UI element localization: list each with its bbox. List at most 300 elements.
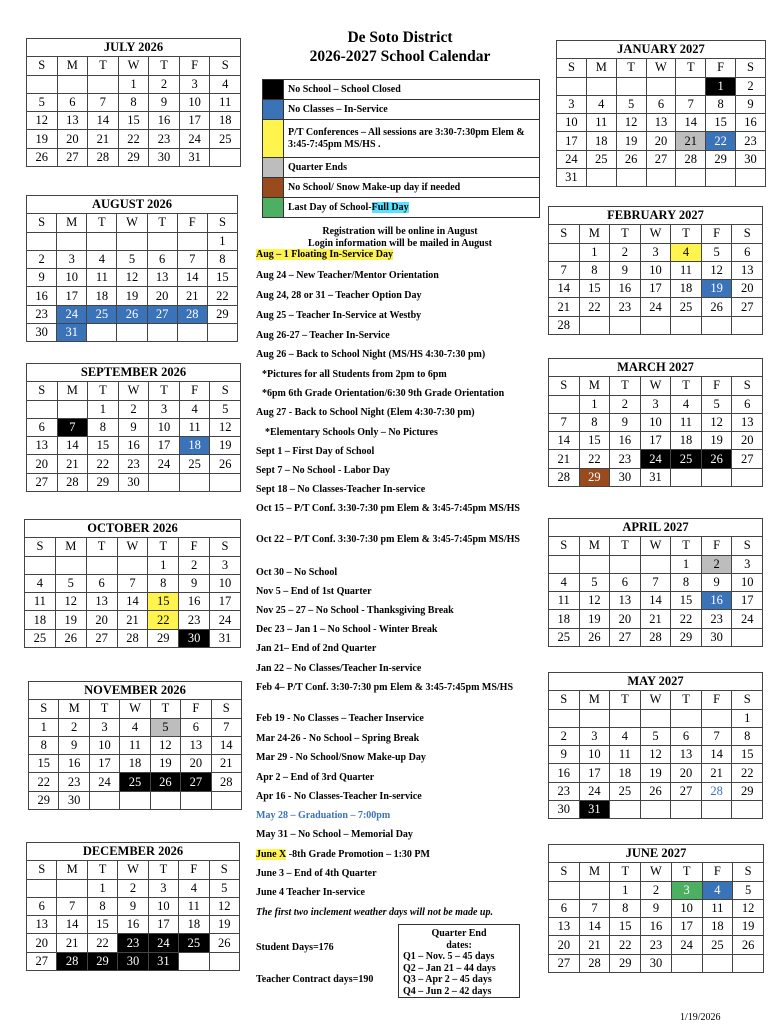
day-cell: 8 [148, 574, 179, 592]
day-cell: 3 [210, 556, 241, 574]
day-cell: 7 [117, 574, 148, 592]
day-cell [732, 468, 763, 486]
day-cell: 26 [150, 773, 180, 791]
day-cell: 2 [610, 395, 641, 413]
day-cell: 4 [610, 727, 641, 745]
weekday-header: S [549, 225, 580, 243]
day-cell: 21 [57, 934, 87, 952]
day-cell: 20 [57, 130, 88, 148]
event-item: *6pm 6th Grade Orientation/6:30 9th Grade Orientation [262, 388, 505, 399]
day-cell: 7 [549, 261, 580, 279]
weekday-header: T [610, 863, 641, 881]
day-cell: 12 [209, 897, 239, 915]
day-cell [27, 879, 57, 897]
day-cell: 8 [579, 413, 610, 431]
day-cell: 13 [27, 916, 57, 934]
day-cell: 13 [86, 593, 117, 611]
event-item: Jan 22 – No Classes/Teacher In-service [256, 663, 422, 674]
day-cell [557, 77, 587, 95]
day-cell: 24 [579, 782, 610, 800]
day-cell: 18 [549, 610, 580, 628]
day-cell: 21 [117, 611, 148, 629]
day-cell: 11 [671, 261, 702, 279]
day-cell: 24 [57, 305, 87, 323]
day-cell: 30 [701, 628, 732, 646]
month-sep-2026 [26, 363, 241, 492]
day-cell: 27 [57, 148, 88, 166]
weekday-header: S [210, 538, 241, 556]
day-cell: 18 [120, 755, 150, 773]
day-cell [579, 555, 610, 573]
day-cell: 1 [207, 232, 237, 250]
day-cell: 27 [549, 954, 580, 972]
day-cell: 6 [732, 395, 763, 413]
weekday-header: S [27, 382, 58, 400]
month-dec-2026 [26, 842, 240, 971]
day-cell [57, 400, 88, 418]
day-cell [640, 801, 671, 819]
day-cell: 24 [89, 773, 119, 791]
day-cell: 12 [27, 112, 58, 130]
weekday-header: W [640, 691, 671, 709]
weekday-header: S [549, 537, 580, 555]
day-cell: 3 [179, 75, 210, 93]
event-item: June X -8th Grade Promotion – 1:30 PM [256, 849, 430, 860]
day-cell: 11 [179, 897, 209, 915]
event-item: Feb 4– P/T Conf. 3:30-7:30 pm Elem & 3:45-7:45pm MS/HS [256, 682, 514, 693]
day-cell [117, 556, 148, 574]
day-cell: 11 [671, 413, 702, 431]
day-cell [150, 791, 180, 809]
weekday-header: F [179, 538, 210, 556]
day-cell: 14 [177, 269, 207, 287]
month-title: SEPTEMBER 2026 [27, 364, 241, 382]
weekday-header: T [610, 537, 641, 555]
day-cell: 21 [549, 298, 580, 316]
day-cell: 15 [148, 593, 179, 611]
day-cell [701, 316, 732, 334]
weekday-header: M [579, 863, 610, 881]
legend-swatch [263, 100, 284, 120]
day-cell: 10 [579, 746, 610, 764]
day-cell: 7 [640, 573, 671, 591]
day-cell: 19 [733, 918, 764, 936]
day-cell: 8 [118, 93, 149, 111]
weekday-header: S [557, 59, 587, 77]
day-cell: 26 [210, 455, 241, 473]
day-cell: 2 [549, 727, 580, 745]
day-cell: 19 [579, 610, 610, 628]
weekday-header: S [733, 863, 764, 881]
day-cell: 7 [676, 95, 706, 113]
day-cell: 9 [610, 261, 641, 279]
day-cell: 9 [118, 418, 149, 436]
day-cell: 10 [671, 899, 702, 917]
revision-date: 1/19/2026 [680, 1012, 721, 1023]
day-cell [671, 709, 702, 727]
day-cell: 28 [57, 952, 87, 970]
day-cell: 19 [150, 755, 180, 773]
day-cell: 24 [210, 611, 241, 629]
day-cell: 26 [616, 150, 646, 168]
day-cell: 9 [59, 736, 89, 754]
registration-line-1: Registration will be online in August [322, 226, 478, 237]
event-item: Aug – 1 Floating In-Service Day [256, 249, 393, 260]
day-cell: 22 [29, 773, 59, 791]
day-cell [736, 169, 766, 187]
weekday-header: F [181, 700, 211, 718]
day-cell: 1 [610, 881, 641, 899]
weekday-header: T [671, 691, 702, 709]
day-cell: 7 [701, 727, 732, 745]
weekday-header: M [59, 700, 89, 718]
day-cell: 15 [579, 280, 610, 298]
quarter-item: Q1 – Nov. 5 – 45 days [403, 951, 495, 962]
day-cell: 2 [118, 400, 149, 418]
day-cell: 5 [55, 574, 86, 592]
day-cell [177, 232, 207, 250]
weekday-header: T [671, 537, 702, 555]
quarter-item: Q2 – Jan 21 – 44 days [403, 962, 496, 974]
day-cell: 3 [148, 879, 178, 897]
day-cell: 20 [549, 936, 580, 954]
day-cell: 27 [610, 628, 641, 646]
day-cell: 13 [732, 413, 763, 431]
day-cell [177, 324, 207, 342]
day-cell: 23 [179, 611, 210, 629]
day-cell: 6 [57, 93, 88, 111]
day-cell: 27 [27, 952, 57, 970]
event-item: *Pictures for all Students from 2pm to 6pm [262, 369, 447, 380]
day-cell: 29 [732, 782, 763, 800]
day-cell: 6 [610, 573, 641, 591]
day-cell: 7 [88, 93, 119, 111]
day-cell [701, 801, 732, 819]
weekday-header: S [25, 538, 56, 556]
day-cell: 31 [210, 629, 241, 647]
event-item: Aug 26 – Back to School Night (MS/HS 4:30-7:30 pm) [256, 349, 486, 360]
day-cell: 21 [88, 130, 119, 148]
day-cell: 30 [641, 954, 672, 972]
event-item: Jan 21– End of 2nd Quarter [256, 643, 377, 654]
day-cell: 7 [57, 897, 87, 915]
day-cell: 25 [549, 628, 580, 646]
day-cell: 25 [210, 130, 241, 148]
day-cell: 2 [59, 718, 89, 736]
day-cell: 29 [87, 952, 117, 970]
day-cell: 25 [671, 298, 702, 316]
day-cell [87, 232, 117, 250]
day-cell: 5 [640, 727, 671, 745]
day-cell: 31 [179, 148, 210, 166]
event-item: *Elementary Schools Only – No Pictures [265, 427, 438, 438]
day-cell: 31 [579, 801, 610, 819]
calendar-title: 2026-2027 School Calendar [309, 48, 491, 65]
day-cell: 31 [640, 468, 671, 486]
day-cell: 22 [579, 450, 610, 468]
day-cell: 5 [733, 881, 764, 899]
day-cell: 12 [733, 899, 764, 917]
weekday-header: W [120, 700, 150, 718]
day-cell: 6 [181, 718, 211, 736]
day-cell [57, 75, 88, 93]
day-cell: 12 [55, 593, 86, 611]
month-title: FEBRUARY 2027 [549, 207, 763, 225]
weekday-header: F [179, 382, 210, 400]
day-cell: 22 [88, 455, 119, 473]
day-cell: 16 [610, 280, 641, 298]
day-cell: 11 [179, 418, 210, 436]
weekday-header: F [179, 861, 209, 879]
event-item: June 3 – End of 4th Quarter [256, 868, 377, 879]
month-aug-2026 [26, 195, 238, 342]
day-cell: 14 [549, 432, 580, 450]
day-cell: 4 [87, 250, 117, 268]
legend-row [263, 80, 540, 100]
day-cell [147, 324, 177, 342]
day-cell [732, 628, 763, 646]
day-cell: 30 [149, 148, 180, 166]
weekday-header: T [671, 863, 702, 881]
legend-label: No School/ Snow Make-up day if needed [284, 178, 540, 198]
day-cell: 19 [701, 280, 732, 298]
day-cell: 12 [210, 418, 241, 436]
weekday-header: S [732, 225, 763, 243]
day-cell: 31 [557, 169, 587, 187]
day-cell: 3 [732, 555, 763, 573]
event-item: Sept 1 – First Day of School [256, 446, 375, 457]
day-cell: 4 [586, 95, 616, 113]
day-cell: 1 [732, 709, 763, 727]
day-cell: 6 [27, 897, 57, 915]
legend-row [263, 100, 540, 120]
month-mar-2027 [548, 358, 763, 487]
day-cell: 30 [59, 791, 89, 809]
day-cell: 17 [148, 916, 178, 934]
day-cell: 27 [181, 773, 211, 791]
day-cell: 20 [610, 610, 641, 628]
day-cell: 9 [641, 899, 672, 917]
day-cell: 28 [701, 782, 732, 800]
day-cell: 20 [27, 934, 57, 952]
day-cell: 11 [120, 736, 150, 754]
day-cell: 21 [579, 936, 610, 954]
day-cell [27, 75, 58, 93]
day-cell: 23 [549, 782, 580, 800]
day-cell: 23 [118, 934, 148, 952]
event-item: Nov 5 – End of 1st Quarter [256, 586, 372, 597]
day-cell: 6 [646, 95, 676, 113]
day-cell: 16 [701, 592, 732, 610]
day-cell [732, 801, 763, 819]
day-cell [207, 324, 237, 342]
day-cell: 10 [640, 261, 671, 279]
day-cell [610, 555, 641, 573]
day-cell: 29 [579, 468, 610, 486]
day-cell: 28 [676, 150, 706, 168]
day-cell: 19 [210, 437, 241, 455]
day-cell: 9 [736, 95, 766, 113]
day-cell [549, 709, 580, 727]
day-cell [211, 791, 241, 809]
day-cell [733, 954, 764, 972]
day-cell: 7 [177, 250, 207, 268]
day-cell: 5 [117, 250, 147, 268]
day-cell: 26 [55, 629, 86, 647]
weekday-header: M [579, 377, 610, 395]
day-cell [181, 791, 211, 809]
day-cell: 14 [579, 918, 610, 936]
month-may-2027 [548, 672, 763, 819]
legend-swatch [263, 158, 284, 178]
weekday-header: T [676, 59, 706, 77]
day-cell: 9 [701, 573, 732, 591]
day-cell: 24 [149, 455, 180, 473]
day-cell: 17 [732, 592, 763, 610]
day-cell: 23 [27, 305, 57, 323]
day-cell: 26 [701, 298, 732, 316]
day-cell: 2 [641, 881, 672, 899]
month-title: MARCH 2027 [549, 359, 763, 377]
event-item: Aug 27 - Back to School Night (Elem 4:30-7:30 pm) [256, 407, 475, 418]
day-cell: 18 [25, 611, 56, 629]
day-cell [586, 169, 616, 187]
day-cell: 24 [148, 934, 178, 952]
day-cell: 6 [27, 418, 58, 436]
weekday-header: F [701, 691, 732, 709]
day-cell: 3 [557, 95, 587, 113]
day-cell: 11 [25, 593, 56, 611]
event-item: Aug 24, 28 or 31 – Teacher Option Day [256, 290, 422, 301]
day-cell: 2 [27, 250, 57, 268]
day-cell: 23 [149, 130, 180, 148]
day-cell: 30 [610, 468, 641, 486]
day-cell [701, 468, 732, 486]
day-cell [179, 473, 210, 491]
day-cell [117, 232, 147, 250]
legend-label: No Classes – In-Service [284, 100, 540, 120]
day-cell: 15 [87, 916, 117, 934]
day-cell [579, 709, 610, 727]
day-cell: 23 [59, 773, 89, 791]
day-cell: 3 [640, 243, 671, 261]
day-cell: 28 [211, 773, 241, 791]
day-cell [671, 468, 702, 486]
day-cell: 19 [640, 764, 671, 782]
day-cell [25, 556, 56, 574]
weekday-header: M [57, 57, 88, 75]
day-cell: 8 [610, 899, 641, 917]
day-cell: 4 [179, 400, 210, 418]
day-cell: 22 [610, 936, 641, 954]
day-cell: 30 [27, 324, 57, 342]
day-cell: 12 [579, 592, 610, 610]
day-cell [610, 316, 641, 334]
day-cell: 28 [640, 628, 671, 646]
weekday-header: S [27, 214, 57, 232]
day-cell [27, 232, 57, 250]
day-cell: 16 [149, 112, 180, 130]
day-cell [149, 473, 180, 491]
event-item: Apr 16 - No Classes-Teacher In-service [256, 791, 422, 802]
event-item: Dec 23 – Jan 1 – No School - Winter Break [256, 624, 438, 635]
month-title: APRIL 2027 [549, 519, 763, 537]
day-cell: 9 [549, 746, 580, 764]
weekday-header: F [701, 225, 732, 243]
month-feb-2027 [548, 206, 763, 335]
day-cell: 11 [210, 93, 241, 111]
day-cell: 5 [150, 718, 180, 736]
weekday-header: M [586, 59, 616, 77]
weekday-header: T [671, 377, 702, 395]
day-cell: 18 [671, 280, 702, 298]
day-cell [27, 400, 58, 418]
day-cell: 2 [179, 556, 210, 574]
day-cell: 15 [88, 437, 119, 455]
day-cell: 15 [29, 755, 59, 773]
weekday-header: T [86, 538, 117, 556]
day-cell: 14 [57, 437, 88, 455]
day-cell: 29 [29, 791, 59, 809]
day-cell: 17 [640, 432, 671, 450]
legend-swatch [263, 178, 284, 198]
day-cell: 4 [671, 395, 702, 413]
weekday-header: F [706, 59, 736, 77]
weekday-header: F [177, 214, 207, 232]
legend-row [263, 158, 540, 178]
day-cell [671, 954, 702, 972]
day-cell: 28 [549, 316, 580, 334]
day-cell: 1 [87, 879, 117, 897]
legend-row [263, 198, 540, 218]
day-cell: 13 [181, 736, 211, 754]
day-cell [579, 881, 610, 899]
day-cell: 25 [610, 782, 641, 800]
day-cell: 8 [87, 897, 117, 915]
day-cell: 14 [88, 112, 119, 130]
day-cell: 8 [706, 95, 736, 113]
day-cell: 11 [586, 114, 616, 132]
quarter-heading: Quarter End dates: [431, 928, 487, 951]
weekday-header: S [732, 537, 763, 555]
weekday-header: F [701, 537, 732, 555]
teacher-days: Teacher Contract days=190 [256, 974, 374, 985]
day-cell: 2 [149, 75, 180, 93]
day-cell: 26 [701, 450, 732, 468]
weekday-header: S [549, 377, 580, 395]
day-cell: 22 [671, 610, 702, 628]
day-cell [676, 169, 706, 187]
day-cell: 23 [736, 132, 766, 150]
day-cell: 22 [706, 132, 736, 150]
day-cell: 21 [57, 455, 88, 473]
weekday-header: M [55, 538, 86, 556]
day-cell: 14 [211, 736, 241, 754]
event-item: Aug 26-27 – Teacher In-Service [256, 330, 390, 341]
weekday-header: W [640, 225, 671, 243]
legend-swatch [263, 80, 284, 100]
event-item: Oct 30 – No School [256, 567, 338, 578]
day-cell: 6 [549, 899, 580, 917]
day-cell: 17 [640, 280, 671, 298]
day-cell [88, 75, 119, 93]
legend-label: Quarter Ends [284, 158, 540, 178]
day-cell: 27 [27, 473, 58, 491]
weekday-header: T [149, 57, 180, 75]
weekday-header: S [210, 57, 241, 75]
weekday-header: W [640, 377, 671, 395]
legend-label: P/T Conferences – All sessions are 3:30-7:30pm Elem & 3:45-7:45pm MS/HS . [284, 120, 540, 158]
